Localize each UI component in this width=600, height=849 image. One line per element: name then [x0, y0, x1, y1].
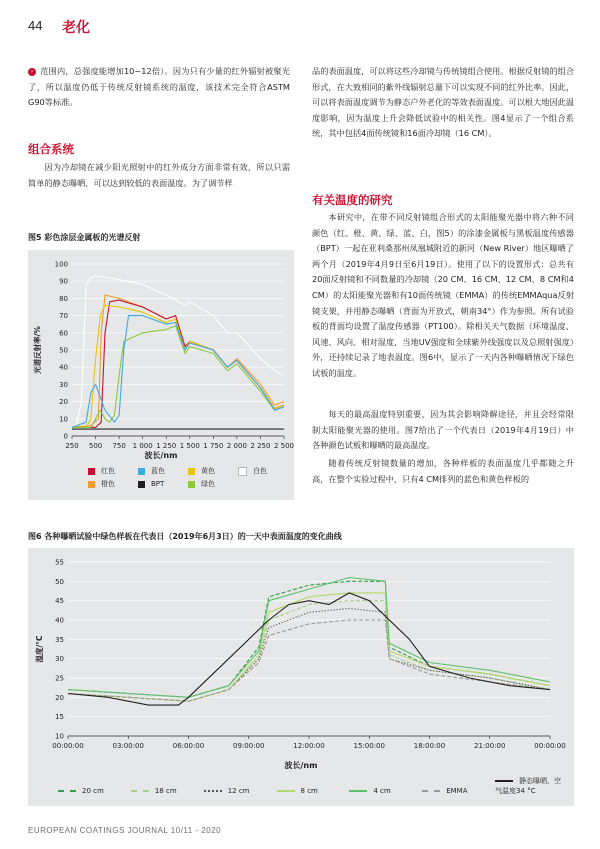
- heading-combined-system: 组合系统: [28, 142, 74, 156]
- legend-swatch: [88, 468, 95, 475]
- x-tick-label: 1 750: [203, 442, 224, 450]
- x-tick-label: 1 000: [132, 442, 153, 450]
- legend-swatch: [277, 790, 295, 792]
- series-line-绿色: [72, 326, 284, 428]
- legend-swatch: [138, 468, 145, 475]
- y-tick-label: 0: [63, 432, 68, 441]
- y-tick-label: 25: [55, 674, 64, 683]
- x-tick-label: 21:00:00: [474, 742, 506, 750]
- legend-swatch: [349, 790, 367, 792]
- y-tick-label: 30: [55, 655, 64, 664]
- legend-item: [277, 787, 350, 795]
- legend-label: 4 cm: [373, 787, 391, 795]
- legend-item: [495, 776, 568, 796]
- series-line-12 cm: [68, 608, 550, 701]
- legend-item: [349, 787, 422, 795]
- x-tick-label: 06:00:00: [172, 742, 205, 750]
- legend-item: [138, 480, 188, 488]
- legend-label: 18 cm: [154, 787, 177, 795]
- legend-item: [88, 466, 138, 476]
- y-tick-label: 10: [59, 415, 68, 424]
- y-tick-label: 45: [55, 597, 64, 606]
- x-tick-label: 1 250: [156, 442, 177, 450]
- arrow-bullet-icon: ›: [28, 68, 36, 76]
- section-title: 老化: [62, 20, 90, 36]
- heading-temperature-study: 有关温度的研究: [312, 193, 393, 207]
- x-tick-label: 2 250: [250, 442, 271, 450]
- intro-text: 范围内，总强度能增加10~12倍）。因为只有少量的红外辐射被聚光了，所以温度仍低于传统反射镜系统的温度，该技术完全符合ASTM G90等标准。: [28, 66, 290, 108]
- figure5-chart: [28, 250, 294, 450]
- legend-label: 红色: [101, 467, 115, 475]
- x-tick-label: 750: [112, 442, 126, 450]
- legend-label: 静态曝晒，空气温度34 °C: [495, 777, 562, 795]
- left-column: [28, 64, 290, 111]
- legend-label: 白色: [253, 467, 267, 475]
- y-axis-title: 光谱反射率/%: [33, 326, 42, 374]
- series-line-静态曝晒，空气温度34 °C: [68, 593, 550, 705]
- series-line-8 cm: [68, 593, 550, 701]
- legend-swatch: [204, 790, 222, 792]
- combined-system-paragraph: 因为冷却镜在减少阳光照射中的红外成分方面非常有效，所以只需简单的静态曝晒，可以达到较低的表面温度。为了调节样: [28, 162, 290, 188]
- right-column-para2: 本研究中，在带不同反射镜组合形式的太阳能聚光器中将六种不同颜色（红、橙、黄、绿、蓝、白，图5）的涂漆金属板与黑板温度传感器（BPT）一起在亚利桑那州凤凰城附近的新河（New River）地区曝晒了两个月（2019年4月9日至6月19日）。使用了以下的设置形式：总共有20面反射镜和不同数量的冷却镜（20 CM、16 CM、12 CM、8 CM和4 CM）的太阳能聚光器和有10面传统镜（EMMA）的传统EMMAqua反射镜支架，并用静态曝晒（背面为开放式，朝南34°）作为参照。所有试验板的背面均设置了温度传感器（PT100）。除相关天气数据（环境温度、风速、风向、相对湿度，当地UV强度和全球紫外线强度以及总照射强度）外，还持续记录了地表温度。图6中，显示了一天内各种曝晒情况下绿色试板的温度。: [312, 212, 574, 378]
- figure6-caption: 图6 各种曝晒试验中绿色样板在代表日（2019年6月3日）的一天中表面温度的变化曲线: [28, 532, 342, 541]
- legend-swatch: [422, 790, 440, 792]
- x-tick-label: 00:00:00: [52, 742, 84, 750]
- right-column-para4: 随着传统反射镜数量的增加，各种样板的表面温度几乎都随之升高，在整个实验过程中，只有4 CM排列的蓝色和黄色样板的: [312, 458, 574, 484]
- y-tick-label: 20: [59, 398, 68, 407]
- legend-label: 20 cm: [82, 787, 104, 795]
- legend-item: [238, 466, 288, 476]
- series-line-18 cm: [68, 601, 550, 702]
- y-tick-label: 50: [59, 346, 68, 355]
- legend-label: EMMA: [446, 787, 468, 795]
- y-tick-label: 80: [59, 294, 68, 303]
- y-axis-title: 温度/°C: [35, 635, 44, 663]
- right-column-para3: 每天的最高温度特别重要，因为其会影响降解途径，并且会经常限制太阳能聚光器的使用。图7给出了一个代表日（2019年4月19日）中各种颜色试板和曝晒的最高温度。: [312, 409, 574, 451]
- y-tick-label: 70: [59, 312, 68, 321]
- y-tick-label: 40: [59, 363, 68, 372]
- x-tick-label: 2 500: [273, 442, 294, 450]
- x-tick-label: 03:00:00: [112, 742, 144, 750]
- journal-footer: EUROPEAN COATINGS JOURNAL 10/11 - 2020: [28, 826, 222, 835]
- figure6-panel: [28, 548, 574, 806]
- legend-swatch: [495, 780, 513, 782]
- figure6-legend: [58, 776, 568, 799]
- x-tick-label: 12:00:00: [293, 742, 325, 750]
- legend-item: [138, 466, 188, 476]
- legend-label: 蓝色: [151, 467, 165, 475]
- y-tick-label: 30: [59, 380, 68, 389]
- x-tick-label: 18:00:00: [413, 742, 446, 750]
- figure5-xlabel: 波长/nm: [144, 451, 178, 460]
- y-tick-label: 100: [54, 260, 68, 269]
- legend-swatch: [88, 481, 95, 488]
- legend-item: [422, 787, 495, 795]
- x-tick-label: 1 500: [179, 442, 200, 450]
- figure6-xlabel: 波长/nm: [284, 761, 318, 770]
- legend-label: 8 cm: [300, 787, 318, 795]
- legend-item: [204, 787, 277, 795]
- legend-swatch: [58, 790, 76, 792]
- legend-item: [58, 787, 131, 795]
- intro-paragraph: [28, 64, 290, 111]
- legend-label: 绿色: [201, 480, 215, 488]
- x-tick-label: 09:00:00: [233, 742, 265, 750]
- y-tick-label: 15: [55, 713, 64, 722]
- page-number: 44: [28, 18, 43, 33]
- x-tick-label: 2 000: [226, 442, 247, 450]
- legend-label: BPT: [151, 480, 165, 488]
- figure5-legend: [88, 466, 288, 492]
- x-tick-label: 250: [65, 442, 79, 450]
- legend-item: [188, 466, 238, 476]
- y-tick-label: 20: [55, 693, 64, 702]
- legend-item: [131, 787, 204, 795]
- y-tick-label: 40: [55, 616, 64, 625]
- legend-swatch: [188, 481, 195, 488]
- y-tick-label: 60: [59, 329, 68, 338]
- y-tick-label: 90: [59, 277, 68, 286]
- figure5-caption: 图5 彩色涂层金属板的光谱反射: [28, 233, 141, 242]
- y-tick-label: 35: [55, 635, 64, 644]
- legend-label: 橙色: [101, 480, 115, 488]
- legend-label: 黄色: [201, 467, 215, 475]
- figure6-chart: [28, 548, 574, 758]
- legend-item: [188, 479, 238, 489]
- x-tick-label: 00:00:00: [534, 742, 566, 750]
- legend-swatch: [238, 467, 247, 476]
- y-tick-label: 10: [55, 732, 64, 741]
- figure5-panel: [28, 250, 294, 500]
- x-tick-label: 15:00:00: [353, 742, 385, 750]
- x-tick-label: 500: [88, 442, 103, 450]
- legend-item: [88, 479, 138, 489]
- legend-swatch: [188, 468, 195, 475]
- legend-swatch: [138, 481, 145, 488]
- legend-swatch: [131, 790, 149, 792]
- legend-label: 12 cm: [227, 787, 250, 795]
- right-column-para1: 品的表面温度，可以将这些冷却镜与传统镜组合使用。根据反射镜的组合形式，在大致相同的紫外线辐射总量下可以实现不同的红外比率。因此，可以将表面温度调节为静态户外老化的等效表面温度。可以根大地因此温度影响，因为温度上升会降低试验中的相关性。图4显示了一个组合系统，其中包括4面传统镜和16面冷却镜（16 CM）。: [312, 66, 575, 139]
- series-line-EMMA: [68, 620, 550, 701]
- y-tick-label: 55: [55, 558, 64, 567]
- y-tick-label: 50: [55, 577, 64, 586]
